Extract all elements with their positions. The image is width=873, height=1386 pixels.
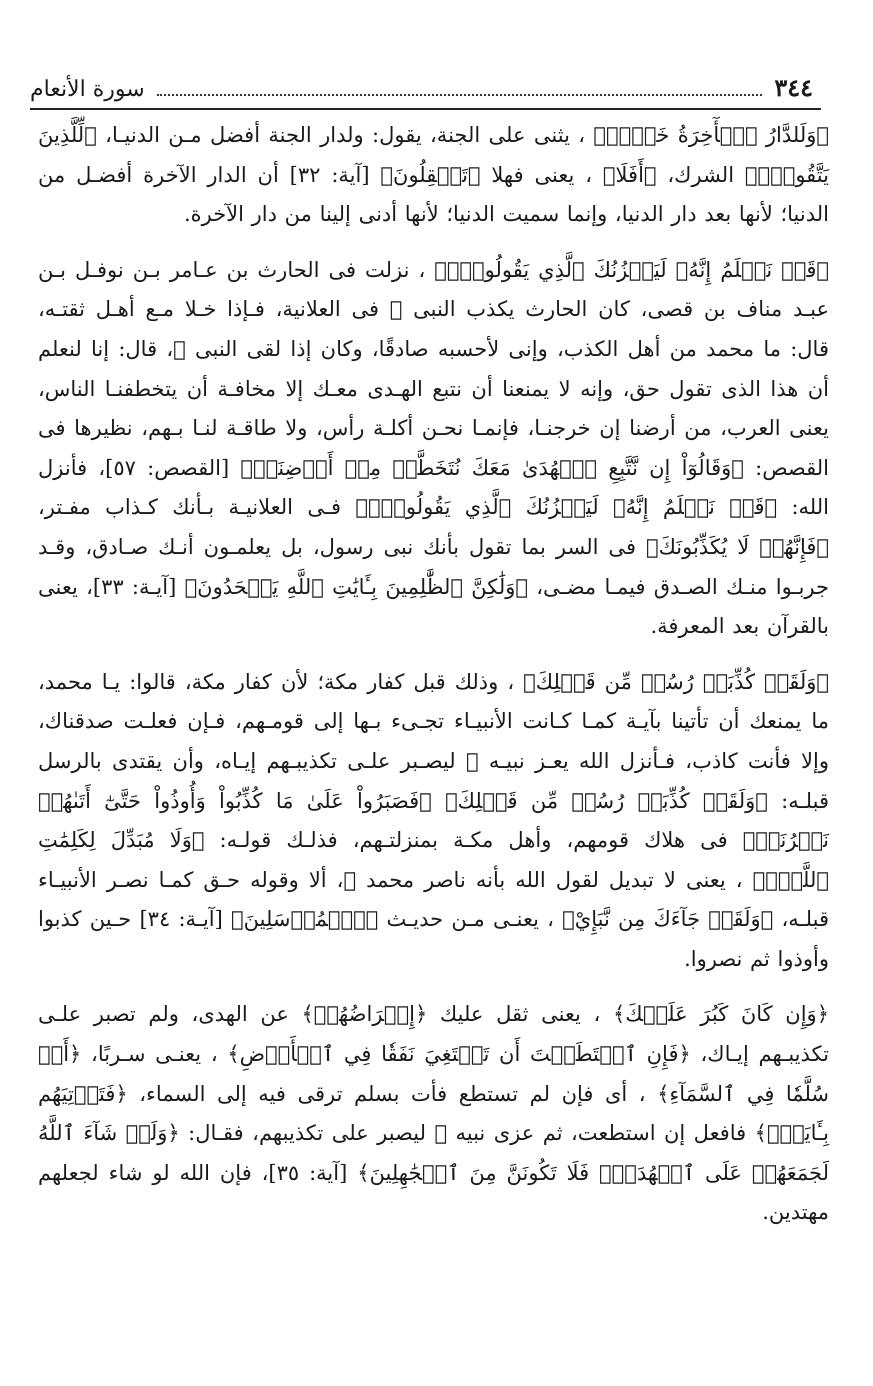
paragraph-1: ﴿وَلَلدَّارُ ٱلۡأٓخِرَةُ خَيۡرٞ﴾ ، يثنى على الجنة، يقول: ولدار الجنة أفضل مـن الدنيـا، ﴿لِّلَّذِينَ يَتَّقُونَۚ﴾ الشرك، ﴿أَفَلَا﴾ ، يعنى فهلا ﴿تَعۡقِلُونَ﴾ [آية: ٣٢] أن الدار الآخرة أفضـل من الدنيا؛ لأنها بعد دار الدنيا، وإنما سميت الدنيا؛ لأنها أدنى إلينا من دار الآخرة.: [38, 123, 829, 227]
header-rule: [30, 108, 821, 110]
page-body: [38, 116, 829, 1249]
page-header: [30, 62, 813, 102]
paragraph-4: ﴿وَإِن كَانَ كَبُرَ عَلَيۡكَ﴾ ، يعنى ثقل عليك ﴿إِعۡرَاضُهُمۡ﴾ عن الهدى، ولم تصبر علـى تكذيبـهم إيـاك، ﴿فَإِنِ ٱسۡتَطَعۡتَ أَن تَبۡتَغِيَ نَفَقٗا فِي ٱلۡأَرۡضِ﴾ ، يعنـى سـربًا، ﴿أَوۡ سُلَّمٗا فِي ٱلسَّمَآءِ﴾ ، أى فإن لم تستطع فأت بسلم ترقى فيه إلى السماء، ﴿فَتَأۡتِيَهُم بِـَٔايَةٖۚ﴾ فافعل إن استطعت، ثم عزى نبيه ﷺ ليصبر على تكذيبهم، فقـال: ﴿وَلَوۡ شَآءَ ٱللَّهُ لَجَمَعَهُمۡ عَلَى ٱلۡهُدَىٰۚ فَلَا تَكُونَنَّ مِنَ ٱلۡجَٰهِلِينَ﴾ [آية: ٣٥]، فإن الله لو شاء لجعلهم مهتدين.: [38, 1002, 829, 1225]
paragraph-3: ﴿وَلَقَدۡ كُذِّبَتۡ رُسُلٞ مِّن قَبۡلِكَ﴾ ، وذلك قبل كفار مكة؛ لأن كفار مكة، قالوا: يـا محمد، ما يمنعك أن تأتينا بآيـة كمـا كـانت الأنبيـاء تجـىء بـها إلى قومـهم، فـإن فعلـت صدقناك، وإلا فأنت كاذب، فـأنزل الله يعـز نبيـه ﷺ ليصـبر علـى تكذيبـهم إيـاه، وأن يقتدى بالرسل قبلـه: ﴿وَلَقَدۡ كُذِّبَتۡ رُسُلٞ مِّن قَبۡلِكَ﴾ ﴿فَصَبَرُواْ عَلَىٰ مَا كُذِّبُواْ وَأُوذُواْ حَتَّىٰٓ أَتَىٰهُمۡ نَصۡرُنَاۚ﴾ فى هلاك قومهم، وأهل مكـة بمنزلتـهم، فذلـك قولـه: ﴿وَلَا مُبَدِّلَ لِكَلِمَٰتِ ٱللَّهِۚ﴾ ، يعنى لا تبديل لقول الله بأنه ناصر محمد ﷺ، ألا وقوله حـق كمـا نصـر الأنبيـاء قبلـه، ﴿وَلَقَدۡ جَآءَكَ مِن نَّبَإِيْ﴾ ، يعنـى مـن حديـث ﴿ٱلۡمُرۡسَلِينَ﴾ [آيـة: ٣٤] حـين كذبوا وأوذوا ثم نصروا.: [38, 669, 829, 971]
page-number: ٣٤٤: [774, 73, 813, 102]
paragraph-2: ﴿قَدۡ نَعۡلَمُ إِنَّهُۥ لَيَحۡزُنُكَ ٱلَّذِي يَقُولُونَۖ﴾ ، نزلت فى الحارث بن عـامر بـن نوفـل بـن عبـد مناف بن قصى، كان الحارث يكذب النبى ﷺ فى العلانية، فـإذا خـلا مـع أهـل ثقتـه، قال: ما محمد من أهل الكذب، وإنى لأحسبه صادقًا، وكان إذا لقى النبى ﷺ، قال: إنا لنعلم أن هذا الذى تقول حق، وإنه لا يمنعنا أن نتبع الهـدى معـك إلا مخافـة أن يتخطفنـا الناس، يعنى العرب، من أرضنا إن خرجنـا، فإنمـا نحـن أكلـة رأس، ولا طاقـة لنـا بـهم، نظيرها فى القصص: ﴿وَقَالُوٓاْ إِن نَّتَّبِعِ ٱلۡهُدَىٰ مَعَكَ نُتَخَطَّفۡ مِنۡ أَرۡضِنَآۚ﴾ [القصص: ٥٧]، فأنزل الله: ﴿قَدۡ نَعۡلَمُ إِنَّهُۥ لَيَحۡزُنُكَ ٱلَّذِي يَقُولُونَۖ﴾ فـى العلانيـة بـأنك كـذاب مفـتر، ﴿فَإِنَّهُمۡ لَا يُكَذِّبُونَكَ﴾ فى السر بما تقول بأنك نبى رسول، بل يعلمـون أنـك صـادق، وقـد جربـوا منـك الصـدق فيمـا مضـى، ﴿وَلَٰكِنَّ ٱلظَّٰلِمِينَ بِـَٔايَٰتِ ٱللَّهِ يَجۡحَدُونَ﴾ [آيـة: ٣٣]، يعنى بالقرآن بعد المعرفة.: [38, 257, 830, 639]
surah-title: سورة الأنعام: [30, 77, 145, 102]
header-dot-leader: [157, 94, 763, 96]
